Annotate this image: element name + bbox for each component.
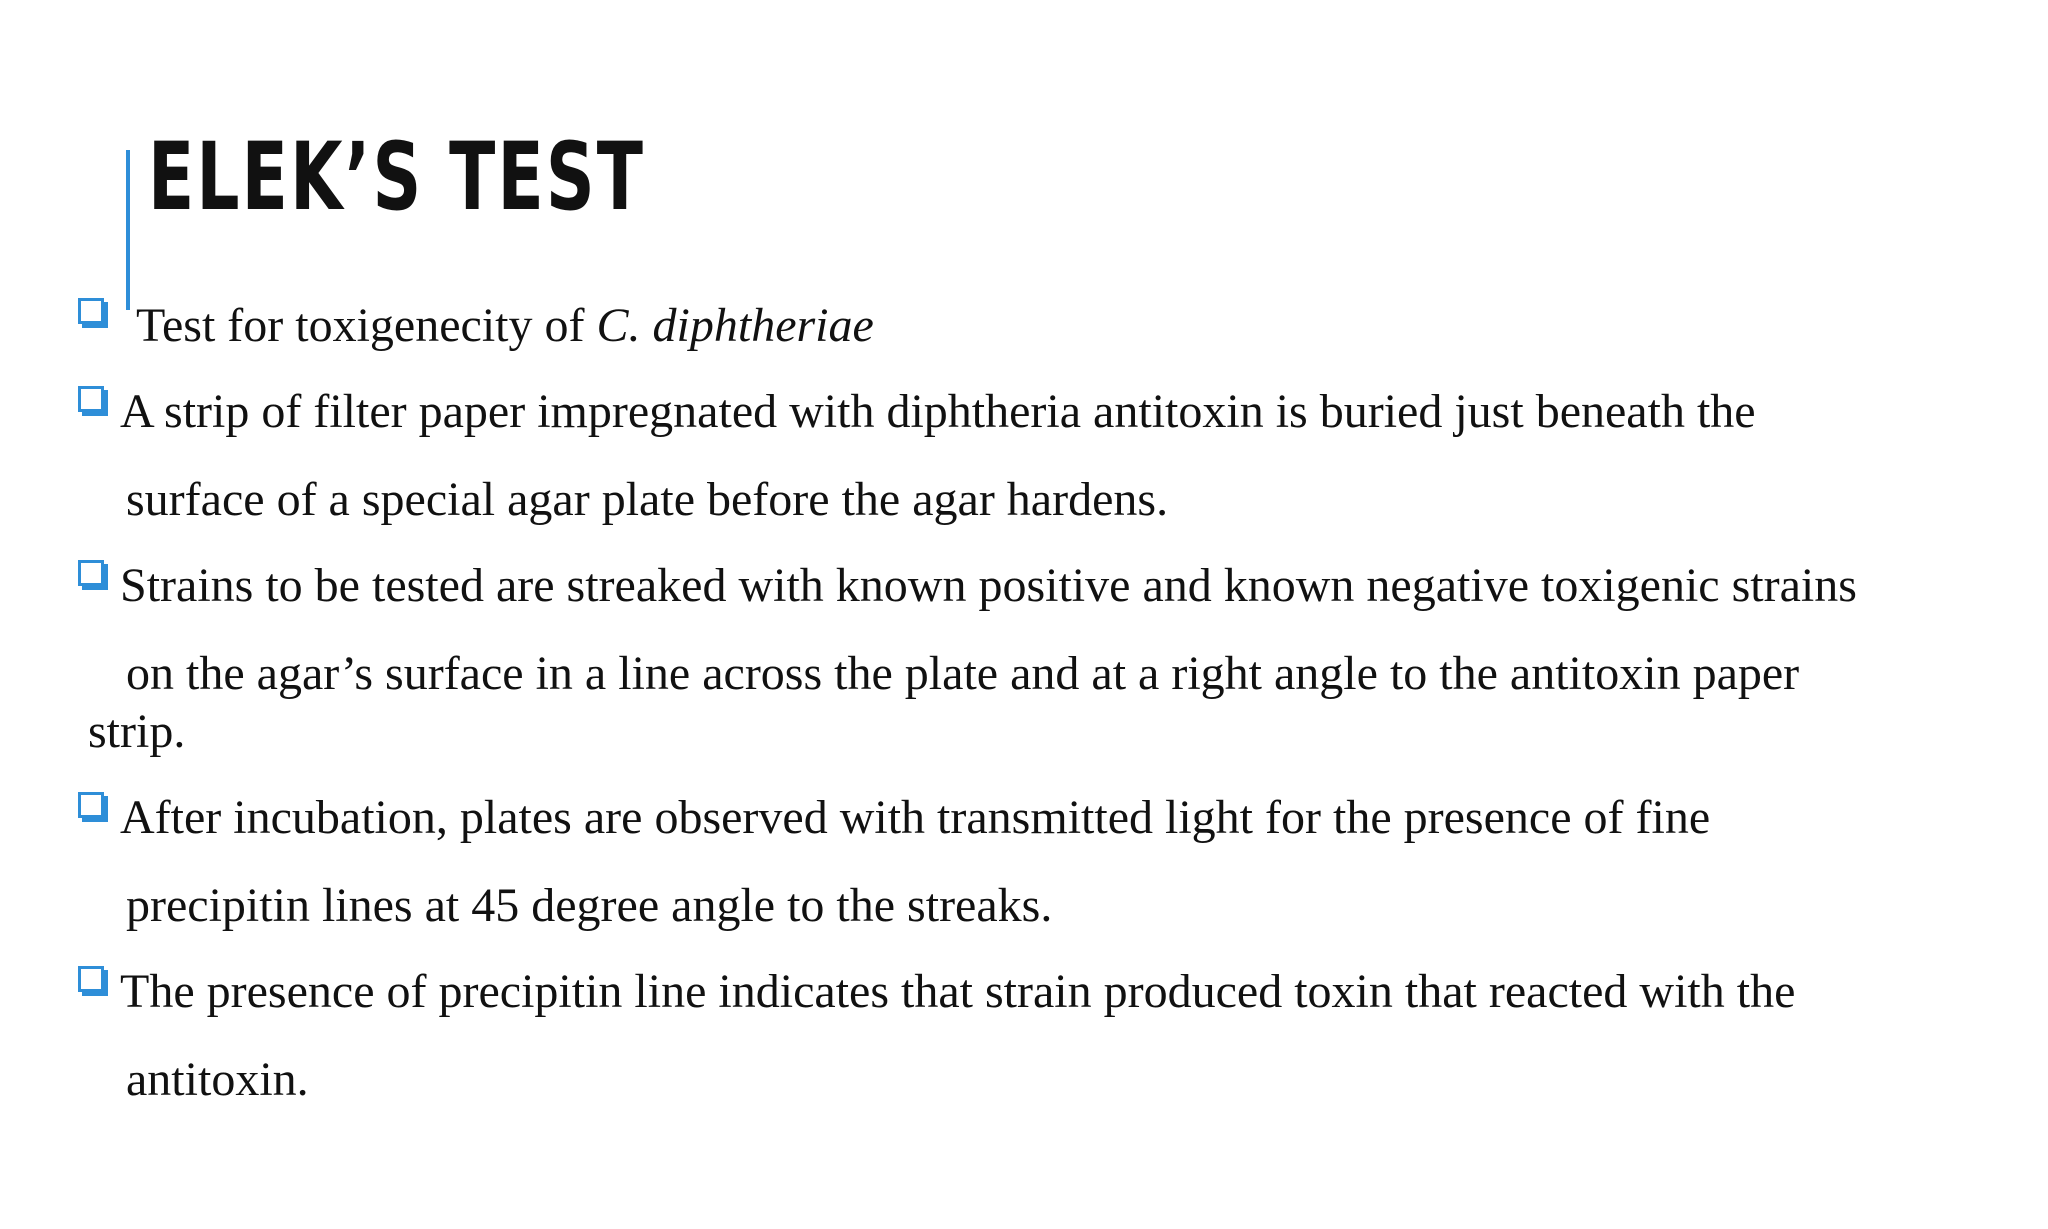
bullet-2-line-1: A strip of filter paper impregnated with diphtheria antitoxin is buried just beneath the	[120, 385, 1756, 438]
square-bullet-icon	[78, 560, 108, 590]
slide-title: ELEK’S TEST	[148, 123, 646, 232]
square-bullet-icon	[78, 386, 108, 416]
square-bullet-icon	[78, 966, 108, 996]
bullet-2-line-2: surface of a special agar plate before the agar hardens.	[126, 473, 1169, 526]
bullet-5-line-2: antitoxin.	[126, 1053, 309, 1106]
bullet-1-text: Test for toxigenecity of	[136, 299, 585, 352]
bullet-4-line-1: After incubation, plates are observed with transmitted light for the presence of fine	[120, 791, 1711, 844]
bullet-1-organism: C. diphtheriae	[596, 299, 874, 352]
bullet-3-line-1: Strains to be tested are streaked with known positive and known negative toxigenic strains	[120, 559, 1857, 612]
square-bullet-icon	[78, 792, 108, 822]
bullet-3-line-2: on the agar’s surface in a line across the plate and at a right angle to the antitoxin paper	[126, 647, 1800, 700]
title-accent-bar	[126, 150, 130, 310]
bullet-4-line-2: precipitin lines at 45 degree angle to the streaks.	[126, 879, 1053, 932]
square-bullet-icon	[78, 298, 108, 328]
bullet-5-line-1: The presence of precipitin line indicates that strain produced toxin that reacted with the	[120, 965, 1796, 1018]
bullet-3-line-3: strip.	[88, 705, 186, 758]
bullet-1-line-1	[136, 298, 874, 354]
